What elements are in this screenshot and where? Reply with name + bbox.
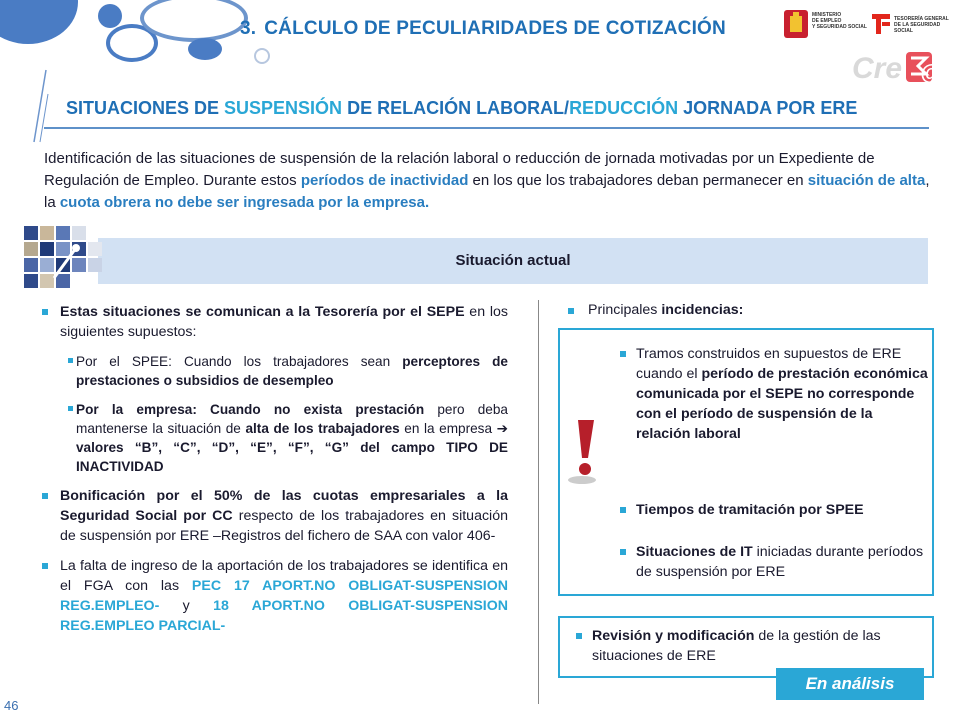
- intro-paragraph: [44, 148, 934, 214]
- sub-item-bold: Por la empresa: Cuando no exista prestación: [76, 402, 425, 417]
- list-item-highlight: PEC 17 APORT.NO OBLIGAT-SUSPENSION REG.EMPLEO-: [60, 578, 509, 614]
- sub-item-bold: alta de los trabajadores: [245, 421, 400, 436]
- section-title-text: CÁLCULO DE PECULIARIDADES DE COTIZACIÓN: [264, 18, 726, 39]
- page-number: 46: [4, 698, 19, 713]
- section-title: [240, 18, 726, 40]
- banner-label: Situación actual: [455, 252, 571, 269]
- incident-item: [620, 542, 928, 582]
- intro-text: , la: [44, 172, 930, 211]
- subtitle-part: SITUACIONES DE: [66, 98, 225, 118]
- ministry-logo-line1: MINISTERIO: [812, 12, 842, 18]
- section-number: 3.: [240, 18, 257, 39]
- incidents-heading-text: Principales: [588, 302, 662, 318]
- sub-item-text: en la empresa: [399, 421, 497, 436]
- list-item-text: en los siguientes supuestos:: [60, 304, 508, 340]
- decorative-lines: [30, 64, 60, 144]
- sub-item-text: pero deba mantenerse la situación de: [76, 402, 508, 436]
- cre-logo-at: @: [920, 60, 942, 85]
- list-item-bold: Bonificación por el 50% de las cuotas empresariales a la Seguridad Social por CC: [60, 488, 508, 524]
- incident-text: iniciadas durante períodos de suspensión por ERE: [636, 544, 924, 580]
- sub-list-item: [40, 352, 508, 390]
- intro-highlight: períodos de inactividad: [300, 172, 469, 189]
- incident-bold: Situaciones de IT: [636, 544, 753, 560]
- left-column: [40, 302, 508, 646]
- mosaic-graphic-icon: [24, 226, 108, 296]
- title-divider: [44, 127, 929, 129]
- cre-logo: [850, 50, 950, 90]
- cre-logo-text: Cre: [852, 52, 903, 85]
- spain-coat-of-arms-icon: [782, 8, 810, 40]
- tgss-logo-icon: [870, 10, 892, 36]
- incident-bold: período de prestación económica comunicada por el SEPE no corresponde con el período de suspensión de la relación laboral: [636, 366, 928, 442]
- exclamation-icon: [564, 416, 614, 486]
- subtitle: [66, 98, 857, 119]
- list-item-text: La falta de ingreso de la aportación de los trabajadores se identifica en el FGA con las: [60, 558, 508, 594]
- incidents-heading: [568, 302, 743, 318]
- status-badge: En análisis: [776, 668, 924, 700]
- incident-bold: Tiempos de tramitación por SPEE: [636, 502, 864, 518]
- list-item-text: y: [159, 598, 214, 614]
- review-bold: Revisión y modificación: [592, 628, 755, 644]
- tgss-logo: [870, 8, 956, 42]
- sub-list-item: [40, 400, 508, 476]
- intro-highlight: cuota obrera no debe ser ingresada por la empresa.: [59, 194, 430, 211]
- ministry-logo-line2: DE EMPLEO: [812, 18, 842, 24]
- review-text: de la gestión de las situaciones de ERE: [592, 628, 881, 664]
- column-divider: [538, 300, 539, 704]
- list-item-text: respecto de los trabajadores en situación de suspensión por ERE –Registros del fichero de SAA con valor 406-: [60, 508, 508, 544]
- subtitle-highlight: REDUCCIÓN: [569, 98, 679, 118]
- ministry-logo-line3: Y SEGURIDAD SOCIAL: [812, 24, 867, 30]
- incident-item: [620, 500, 928, 520]
- sub-item-bold: valores “B”, “C”, “D”, “E”, “F”, “G” del campo TIPO DE INACTIVIDAD: [76, 440, 508, 474]
- list-item: [40, 486, 508, 546]
- intro-text: Identificación de las situaciones de suspensión de la relación laboral o reducción de jornada motivadas por un Expediente de Regulación de Empleo. Durante estos: [44, 150, 875, 189]
- sub-item-bold: perceptores de prestaciones o subsidios de desempleo: [76, 354, 508, 388]
- decorative-circle: [254, 48, 270, 64]
- decorative-circle: [0, 0, 78, 44]
- incidents-box: [558, 328, 934, 596]
- review-item: [576, 626, 922, 666]
- subtitle-part: DE RELACIÓN LABORAL/: [342, 98, 570, 118]
- list-item: [40, 302, 508, 342]
- decorative-circle: [98, 4, 122, 28]
- arrow-right-icon: ➔: [496, 421, 509, 436]
- incident-text: Tramos construidos en supuestos de ERE cuando el: [636, 346, 902, 382]
- tgss-logo-line2: DE LA SEGURIDAD SOCIAL: [894, 22, 941, 34]
- sub-item-text: Por el SPEE: Cuando los trabajadores sean: [76, 354, 403, 369]
- ministry-logo: [782, 8, 868, 42]
- intro-highlight: situación de alta: [807, 172, 926, 189]
- list-item-highlight: 18 APORT.NO OBLIGAT-SUSPENSION REG.EMPLEO PARCIAL-: [60, 598, 509, 634]
- tgss-logo-line1: TESORERÍA GENERAL: [894, 16, 949, 22]
- incidents-heading-bold: incidencias:: [661, 302, 744, 318]
- subtitle-part: JORNADA POR ERE: [678, 98, 858, 118]
- subtitle-highlight: SUSPENSIÓN: [224, 98, 343, 118]
- list-item: [40, 556, 508, 636]
- list-item-bold: Estas situaciones se comunican a la Tesorería por el SEPE: [60, 304, 465, 320]
- intro-text: en los que los trabajadores deban permanecer en: [468, 172, 808, 189]
- decorative-circle: [188, 38, 222, 60]
- incident-item: [620, 344, 928, 444]
